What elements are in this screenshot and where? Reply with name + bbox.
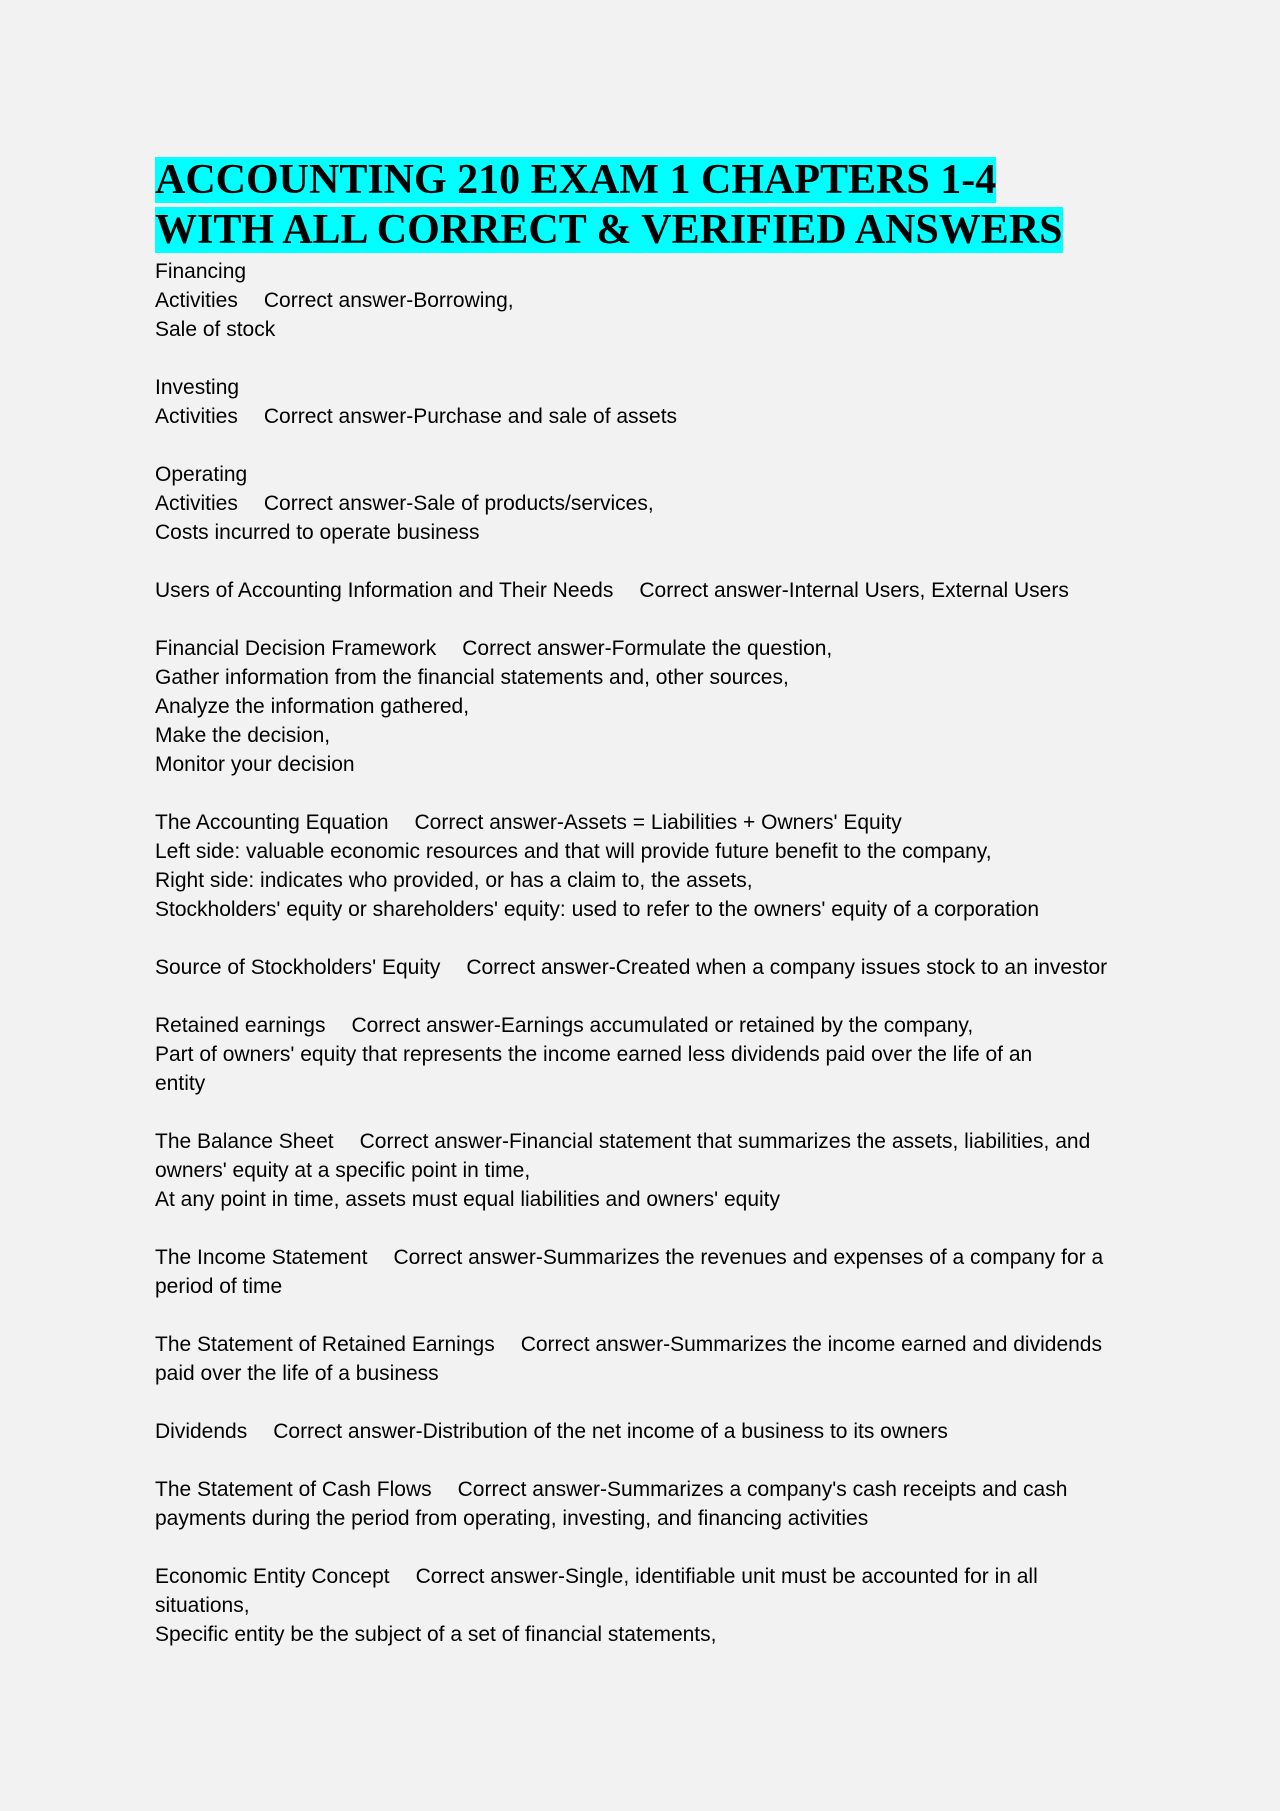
qa-entry	[155, 576, 1155, 605]
entry-answer-line: Specific entity be the subject of a set of financial statements,	[155, 1623, 717, 1646]
entry-first-line	[155, 808, 1155, 837]
entry-answer-line: Stockholders' equity or shareholders' equity: used to refer to the owners' equity of a corporation	[155, 898, 1040, 921]
entry-first-line	[155, 286, 1155, 315]
title-line-1: ACCOUNTING 210 EXAM 1 CHAPTERS 1-4	[155, 157, 997, 203]
entry-answer-line: paid over the life of a business	[155, 1362, 439, 1385]
qa-entry	[155, 808, 1155, 924]
entry-answer-line: Part of owners' equity that represents the income earned less dividends paid over the life of an	[155, 1043, 1033, 1066]
qa-entry	[155, 1243, 1155, 1301]
entry-answer-line: Costs incurred to operate business	[155, 521, 480, 544]
entry-first-line	[155, 576, 1155, 605]
qa-entry	[155, 953, 1155, 982]
entry-term: Dividends	[155, 1420, 248, 1443]
entry-term: The Statement of Cash Flows	[155, 1478, 432, 1501]
entry-answer: Correct answer-Formulate the question,	[462, 637, 833, 660]
entry-answer: Correct answer-Distribution of the net income of a business to its owners	[273, 1420, 948, 1443]
title-line-2: WITH ALL CORRECT & VERIFIED ANSWERS	[155, 207, 1063, 253]
entry-answer-line: Left side: valuable economic resources and that will provide future benefit to the company,	[155, 840, 992, 863]
entry-term-line: Investing	[155, 376, 240, 399]
entry-answer-line: Make the decision,	[155, 724, 331, 747]
entry-answer: Correct answer-Summarizes the income earned and dividends	[520, 1333, 1102, 1356]
entry-answer-line: Sale of stock	[155, 318, 276, 341]
entry-first-line	[155, 1475, 1155, 1504]
document-title	[155, 155, 1155, 255]
entry-first-line	[155, 1417, 1155, 1446]
entry-term: Activities	[155, 405, 238, 428]
entry-first-line	[155, 1243, 1155, 1272]
document-page	[155, 155, 1155, 1678]
entry-term-line: Financing	[155, 260, 247, 283]
qa-entry	[155, 1330, 1155, 1388]
entry-answer-line: owners' equity at a specific point in time,	[155, 1159, 531, 1182]
entry-first-line	[155, 953, 1155, 982]
entry-answer-line: situations,	[155, 1594, 250, 1617]
entry-term: The Income Statement	[155, 1246, 368, 1269]
entry-first-line	[155, 402, 1155, 431]
entry-answer-line: payments during the period from operating, investing, and financing activities	[155, 1507, 869, 1530]
entry-answer-line: Right side: indicates who provided, or has a claim to, the assets,	[155, 869, 753, 892]
entry-first-line	[155, 1562, 1155, 1591]
entry-answer: Correct answer-Assets = Liabilities + Owners' Equity	[414, 811, 902, 834]
qa-entry	[155, 460, 1155, 547]
qa-entry	[155, 1562, 1155, 1649]
entry-answer: Correct answer-Internal Users, External Users	[639, 579, 1069, 602]
entry-first-line	[155, 1330, 1155, 1359]
qa-entry	[155, 257, 1155, 344]
entry-answer-line: Monitor your decision	[155, 753, 355, 776]
qa-list	[155, 257, 1155, 1649]
entry-answer-line: Gather information from the financial statements and, other sources,	[155, 666, 789, 689]
entry-answer-line: period of time	[155, 1275, 283, 1298]
entry-term: The Balance Sheet	[155, 1130, 334, 1153]
entry-term: Retained earnings	[155, 1014, 326, 1037]
qa-entry	[155, 1475, 1155, 1533]
entry-answer: Correct answer-Sale of products/services,	[263, 492, 654, 515]
qa-entry	[155, 1417, 1155, 1446]
entry-term: Activities	[155, 289, 238, 312]
entry-answer-line: Analyze the information gathered,	[155, 695, 470, 718]
entry-answer-line: At any point in time, assets must equal liabilities and owners' equity	[155, 1188, 780, 1211]
qa-entry	[155, 1011, 1155, 1098]
entry-term: The Accounting Equation	[155, 811, 389, 834]
entry-term: Source of Stockholders' Equity	[155, 956, 441, 979]
entry-first-line	[155, 1127, 1155, 1156]
entry-term: Users of Accounting Information and Their Needs	[155, 579, 614, 602]
entry-first-line	[155, 489, 1155, 518]
entry-term: Financial Decision Framework	[155, 637, 437, 660]
entry-answer: Correct answer-Earnings accumulated or retained by the company,	[351, 1014, 974, 1037]
entry-answer: Correct answer-Created when a company issues stock to an investor	[466, 956, 1108, 979]
entry-first-line	[155, 1011, 1155, 1040]
entry-term: Activities	[155, 492, 238, 515]
entry-answer: Correct answer-Borrowing,	[263, 289, 514, 312]
entry-term-line: Operating	[155, 463, 248, 486]
entry-answer: Correct answer-Summarizes a company's cash receipts and cash	[457, 1478, 1068, 1501]
entry-answer: Correct answer-Financial statement that summarizes the assets, liabilities, and	[359, 1130, 1091, 1153]
entry-answer-line: entity	[155, 1072, 206, 1095]
qa-entry	[155, 373, 1155, 431]
qa-entry	[155, 634, 1155, 779]
entry-first-line	[155, 634, 1155, 663]
qa-entry	[155, 1127, 1155, 1214]
entry-answer: Correct answer-Summarizes the revenues and expenses of a company for a	[393, 1246, 1104, 1269]
entry-answer: Correct answer-Purchase and sale of assets	[263, 405, 678, 428]
entry-term: The Statement of Retained Earnings	[155, 1333, 495, 1356]
entry-answer: Correct answer-Single, identifiable unit must be accounted for in all	[415, 1565, 1038, 1588]
entry-term: Economic Entity Concept	[155, 1565, 390, 1588]
